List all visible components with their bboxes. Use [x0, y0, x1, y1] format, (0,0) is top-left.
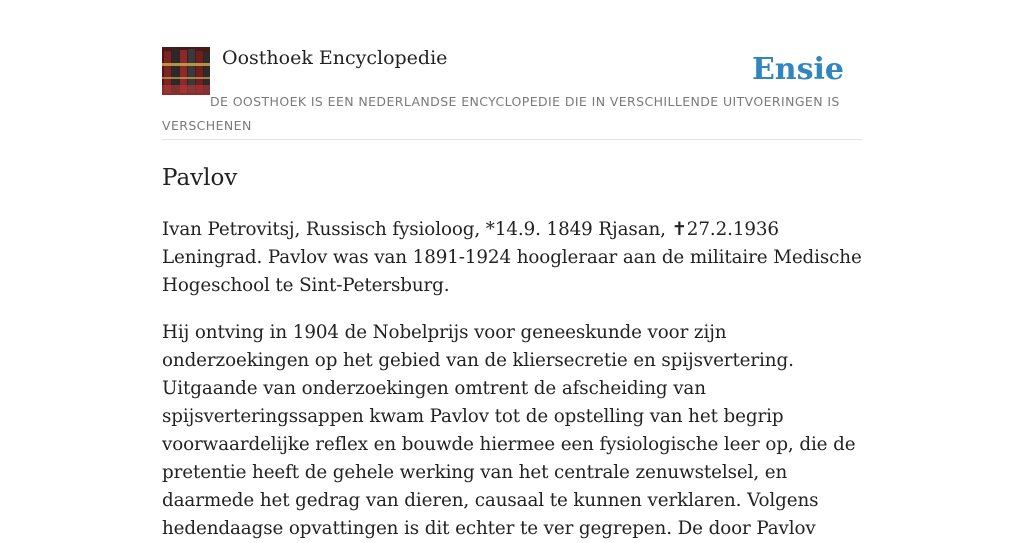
- book-spines-icon[interactable]: [162, 47, 210, 95]
- article-title: Pavlov: [162, 165, 238, 191]
- brand-logo[interactable]: Ensie: [751, 52, 844, 87]
- site-header: [162, 46, 862, 140]
- article-paragraph: Hij ontving in 1904 de Nobelprijs voor geneeskunde voor zijn onderzoekingen op het gebied van de kliersecretie en spijsvertering. Uitgaande van onderzoekingen omtrent de afscheiding van spijsverteringssappen kwam Pavlov tot de opstelling van het begrip voorwaardelijke reflex en bouwde hiermee een fysiologische leer op, die de pretentie heeft de gehele werking van het centrale zenuwstelsel, en daarmede het gedrag van dieren, causaal te kunnen verklaren. Volgens hedendaagse opvattingen is dit echter te ver gegrepen. De door Pavlov: [162, 322, 856, 539]
- site-name[interactable]: Oosthoek Encyclopedie: [222, 47, 448, 69]
- article: [162, 160, 862, 543]
- article-paragraph: Ivan Petrovitsj, Russisch fysioloog, *14.9. 1849 Rjasan, ✝27.2.1936 Leningrad. Pavlov was van 1891-1924 hoogleraar aan de militaire Medische Hogeschool te Sint-Petersburg.: [162, 219, 862, 296]
- site-tagline: DE OOSTHOEK IS EEN NEDERLANDSE ENCYCLOPEDIE DIE IN VERSCHILLENDE UITVOERINGEN IS VERSCHENEN: [162, 94, 840, 133]
